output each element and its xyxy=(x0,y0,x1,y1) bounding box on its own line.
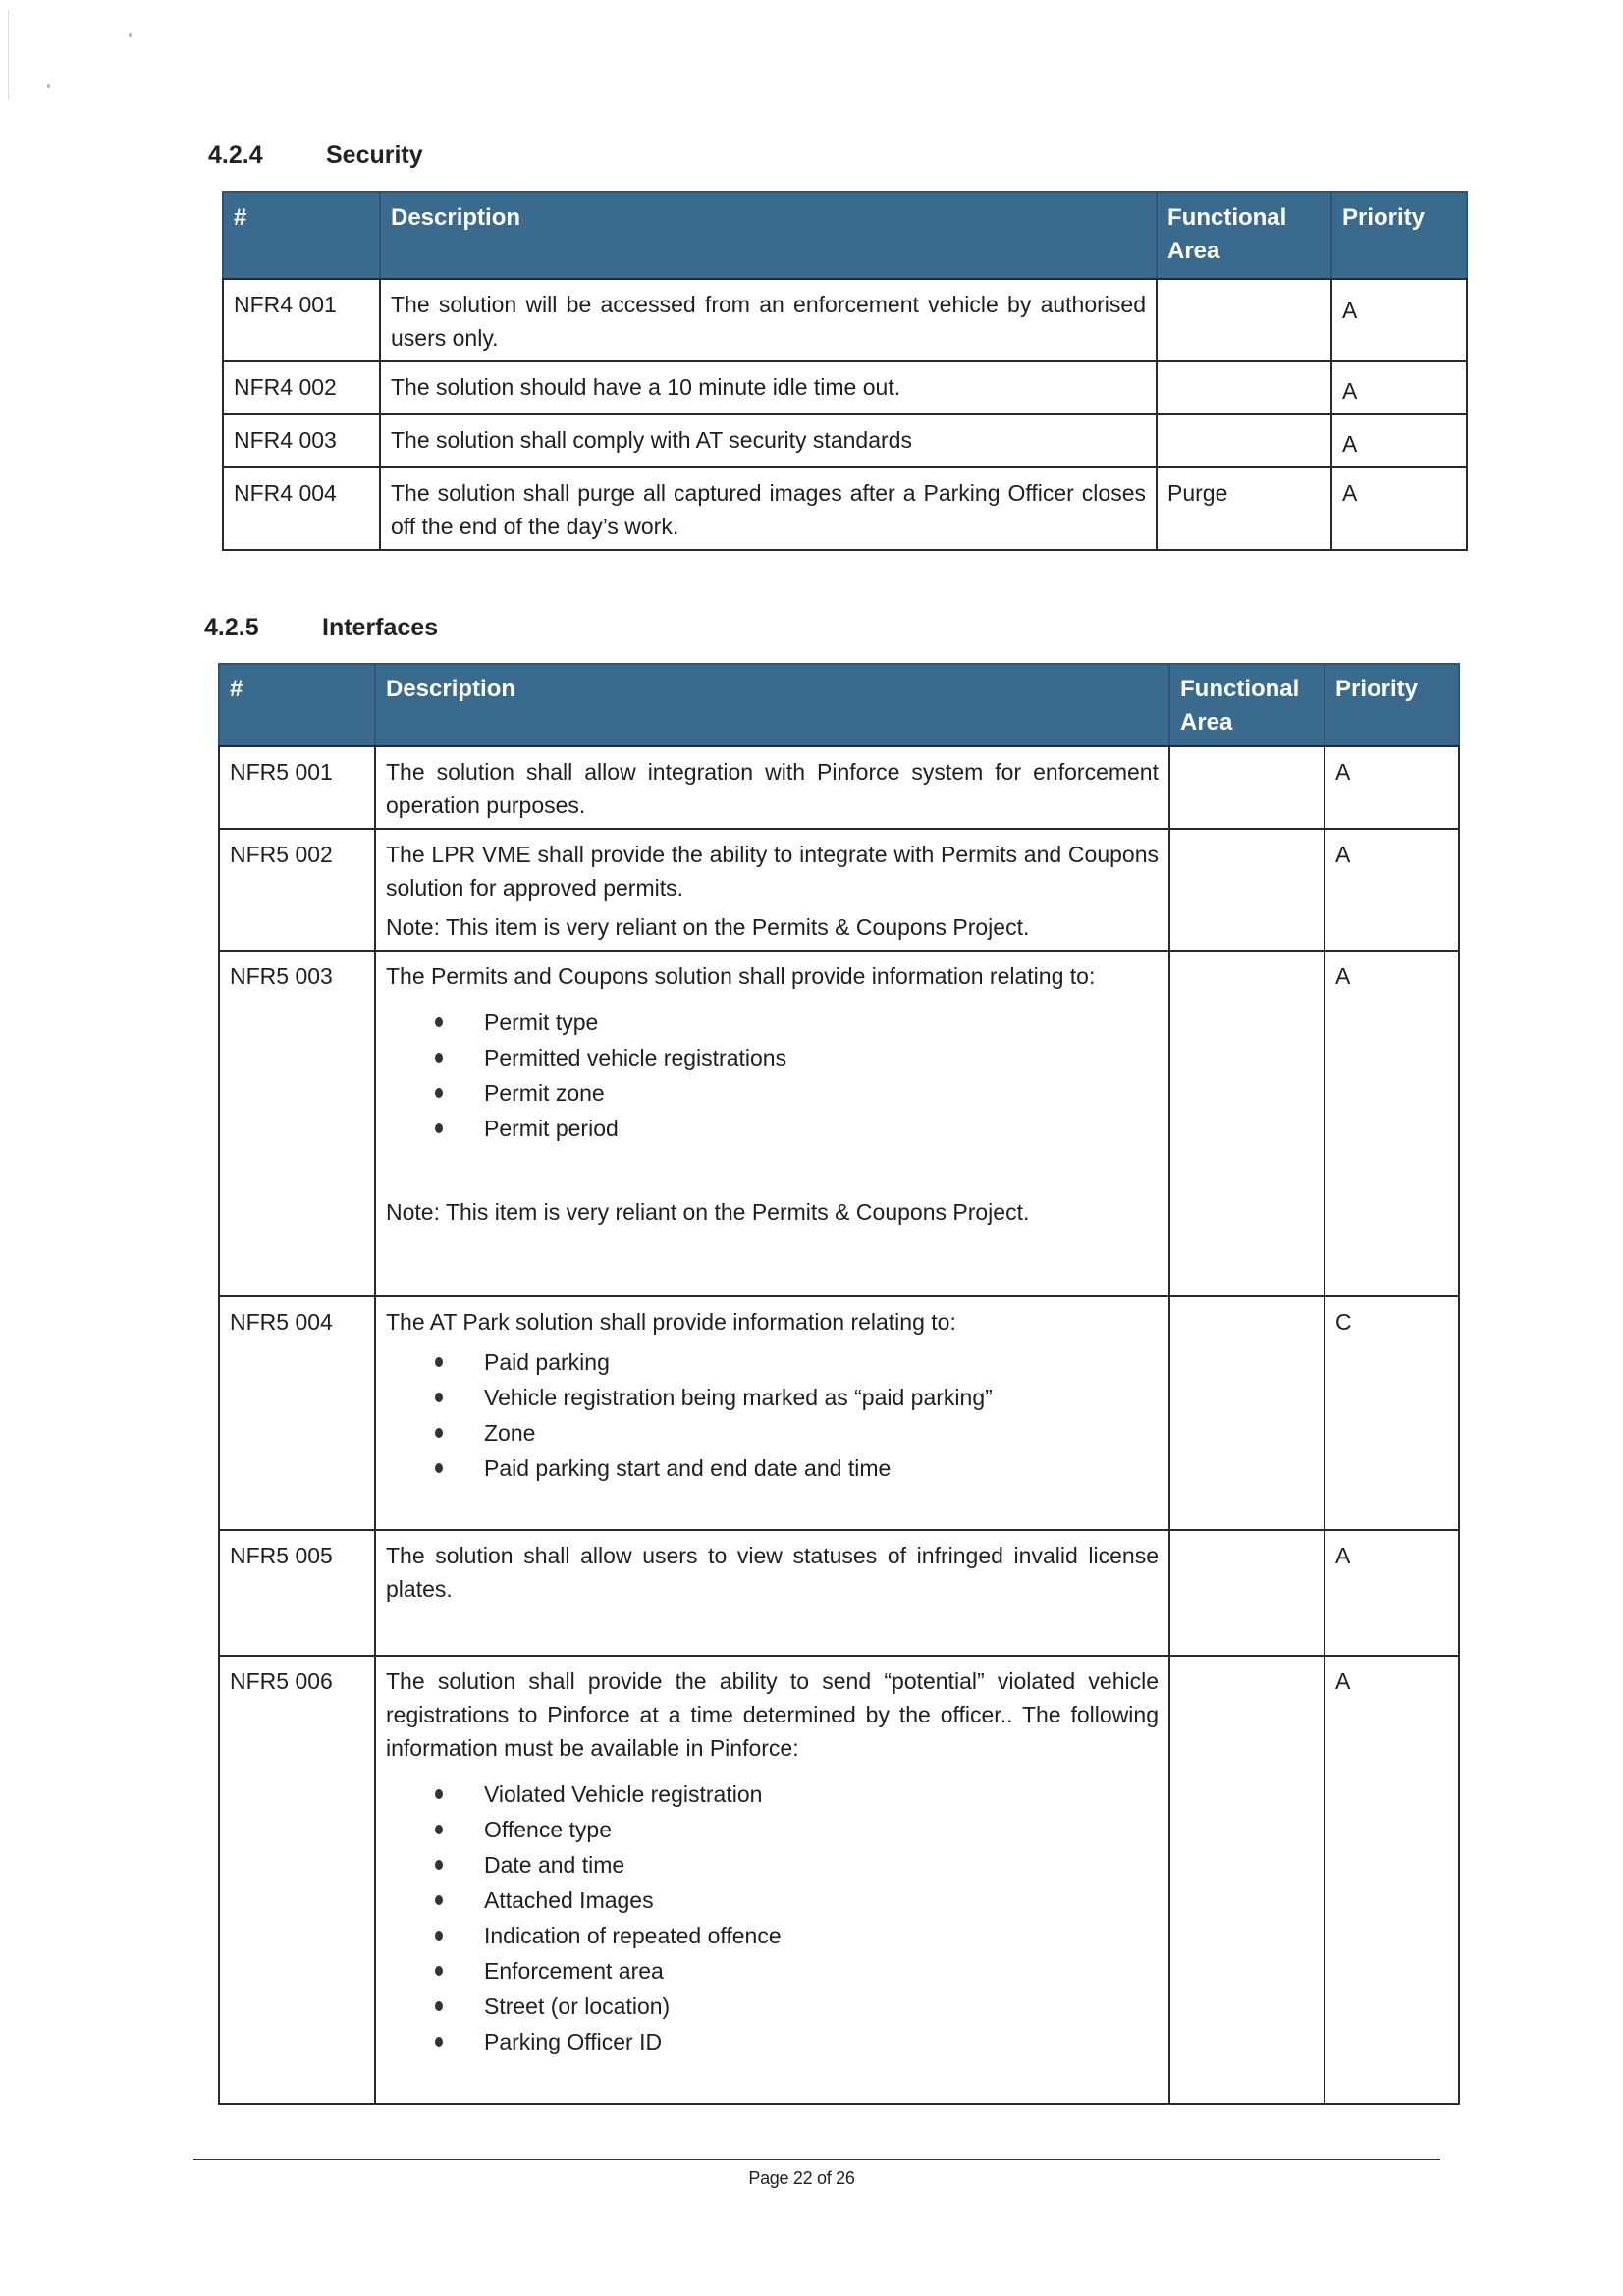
bullet-item: Permit zone xyxy=(484,1075,1159,1111)
bullet-item: Date and time xyxy=(484,1847,1159,1883)
section-heading-interfaces xyxy=(204,614,438,642)
requirement-id: NFR4 002 xyxy=(223,361,380,414)
functional-area xyxy=(1169,1296,1325,1530)
bullet-item: Street (or location) xyxy=(484,1989,1159,2024)
table-row xyxy=(223,414,1467,467)
priority: A xyxy=(1325,829,1459,951)
requirement-description: The solution shall allow integration with Pinforce system for enforcement operation purposes. xyxy=(375,746,1169,829)
table-header-row xyxy=(223,192,1467,279)
requirement-description: The solution shall allow users to view statuses of infringed invalid license plates. xyxy=(375,1530,1169,1656)
priority: A xyxy=(1331,361,1467,414)
functional-area xyxy=(1169,829,1325,951)
column-header-description: Description xyxy=(380,192,1157,279)
requirement-description: The LPR VME shall provide the ability to integrate with Permits and Coupons solution for approved permits. xyxy=(386,842,1159,901)
functional-area xyxy=(1169,746,1325,829)
requirement-note: Note: This item is very reliant on the Permits & Coupons Project. xyxy=(386,914,1030,940)
bullet-item: Indication of repeated offence xyxy=(484,1918,1159,1953)
table-row xyxy=(219,746,1459,829)
table-row xyxy=(219,951,1459,1296)
footer-divider xyxy=(193,2159,1440,2160)
section-number: 4.2.5 xyxy=(204,614,259,641)
column-header-functional-area: Functional Area xyxy=(1157,192,1331,279)
table-row xyxy=(223,467,1467,550)
bullet-list xyxy=(386,1005,1159,1146)
column-header-description: Description xyxy=(375,664,1169,746)
bullet-list xyxy=(386,1344,1159,1486)
column-header-priority: Priority xyxy=(1325,664,1459,746)
priority: A xyxy=(1331,414,1467,467)
security-requirements-table xyxy=(222,191,1468,551)
table-row xyxy=(223,361,1467,414)
priority: A xyxy=(1325,1656,1459,2104)
requirement-id: NFR4 001 xyxy=(223,279,380,361)
requirement-description-cell xyxy=(375,1656,1169,2104)
requirement-description: The solution shall purge all captured images after a Parking Officer closes off the end of the day’s work. xyxy=(380,467,1157,550)
functional-area xyxy=(1169,1656,1325,2104)
requirement-id: NFR5 003 xyxy=(219,951,375,1296)
functional-area xyxy=(1169,1530,1325,1656)
scan-edge-artifact xyxy=(8,10,9,100)
requirement-id: NFR5 002 xyxy=(219,829,375,951)
scan-speck xyxy=(47,84,50,88)
column-header-id: # xyxy=(223,192,380,279)
requirement-description-cell xyxy=(375,829,1169,951)
priority: A xyxy=(1331,279,1467,361)
priority: A xyxy=(1325,951,1459,1296)
scan-speck xyxy=(129,33,132,37)
table-header-row xyxy=(219,664,1459,746)
bullet-item: Attached Images xyxy=(484,1883,1159,1918)
functional-area xyxy=(1169,951,1325,1296)
column-header-functional-area: Functional Area xyxy=(1169,664,1325,746)
bullet-list xyxy=(386,1777,1159,2059)
bullet-item: Enforcement area xyxy=(484,1953,1159,1989)
table-row xyxy=(219,1530,1459,1656)
requirement-note: Note: This item is very reliant on the Permits & Coupons Project. xyxy=(386,1199,1030,1225)
requirement-description: The solution shall comply with AT security standards xyxy=(380,414,1157,467)
requirement-id: NFR4 003 xyxy=(223,414,380,467)
requirement-id: NFR5 001 xyxy=(219,746,375,829)
page-number-footer xyxy=(0,2168,1623,2189)
requirement-description-cell xyxy=(375,951,1169,1296)
bullet-item: Zone xyxy=(484,1415,1159,1450)
interfaces-requirements-table xyxy=(218,663,1460,2105)
requirement-id: NFR5 006 xyxy=(219,1656,375,2104)
requirement-description: The Permits and Coupons solution shall provide information relating to: xyxy=(386,963,1096,989)
priority: A xyxy=(1331,467,1467,550)
section-title: Security xyxy=(326,141,423,169)
bullet-item: Paid parking start and end date and time xyxy=(484,1450,1159,1486)
bullet-item: Parking Officer ID xyxy=(484,2024,1159,2059)
section-title: Interfaces xyxy=(322,614,439,641)
requirement-description: The solution will be accessed from an enforcement vehicle by authorised users only. xyxy=(380,279,1157,361)
table-row xyxy=(219,1656,1459,2104)
requirement-description: The solution should have a 10 minute idle time out. xyxy=(380,361,1157,414)
functional-area xyxy=(1157,361,1331,414)
functional-area xyxy=(1157,279,1331,361)
requirement-id: NFR5 005 xyxy=(219,1530,375,1656)
priority: A xyxy=(1325,1530,1459,1656)
column-header-priority: Priority xyxy=(1331,192,1467,279)
table-row xyxy=(223,279,1467,361)
bullet-item: Vehicle registration being marked as “paid parking” xyxy=(484,1380,1159,1415)
requirement-id: NFR5 004 xyxy=(219,1296,375,1530)
section-heading-security xyxy=(208,141,423,170)
bullet-item: Violated Vehicle registration xyxy=(484,1777,1159,1812)
bullet-item: Permitted vehicle registrations xyxy=(484,1040,1159,1075)
functional-area xyxy=(1157,414,1331,467)
section-number: 4.2.4 xyxy=(208,141,263,169)
column-header-id: # xyxy=(219,664,375,746)
requirement-description: The AT Park solution shall provide information relating to: xyxy=(386,1309,956,1335)
table-row xyxy=(219,1296,1459,1530)
page-number: Page 22 of 26 xyxy=(748,2168,855,2188)
requirement-description: The solution shall provide the ability to send “potential” violated vehicle registrations to Pinforce at a time determined by the officer.. The following information must be available in Pinforce: xyxy=(386,1668,1159,1761)
bullet-item: Offence type xyxy=(484,1812,1159,1847)
priority: C xyxy=(1325,1296,1459,1530)
requirement-id: NFR4 004 xyxy=(223,467,380,550)
requirement-description-cell xyxy=(375,1296,1169,1530)
bullet-item: Paid parking xyxy=(484,1344,1159,1380)
table-row xyxy=(219,829,1459,951)
priority: A xyxy=(1325,746,1459,829)
bullet-item: Permit period xyxy=(484,1111,1159,1146)
bullet-item: Permit type xyxy=(484,1005,1159,1040)
functional-area: Purge xyxy=(1157,467,1331,550)
